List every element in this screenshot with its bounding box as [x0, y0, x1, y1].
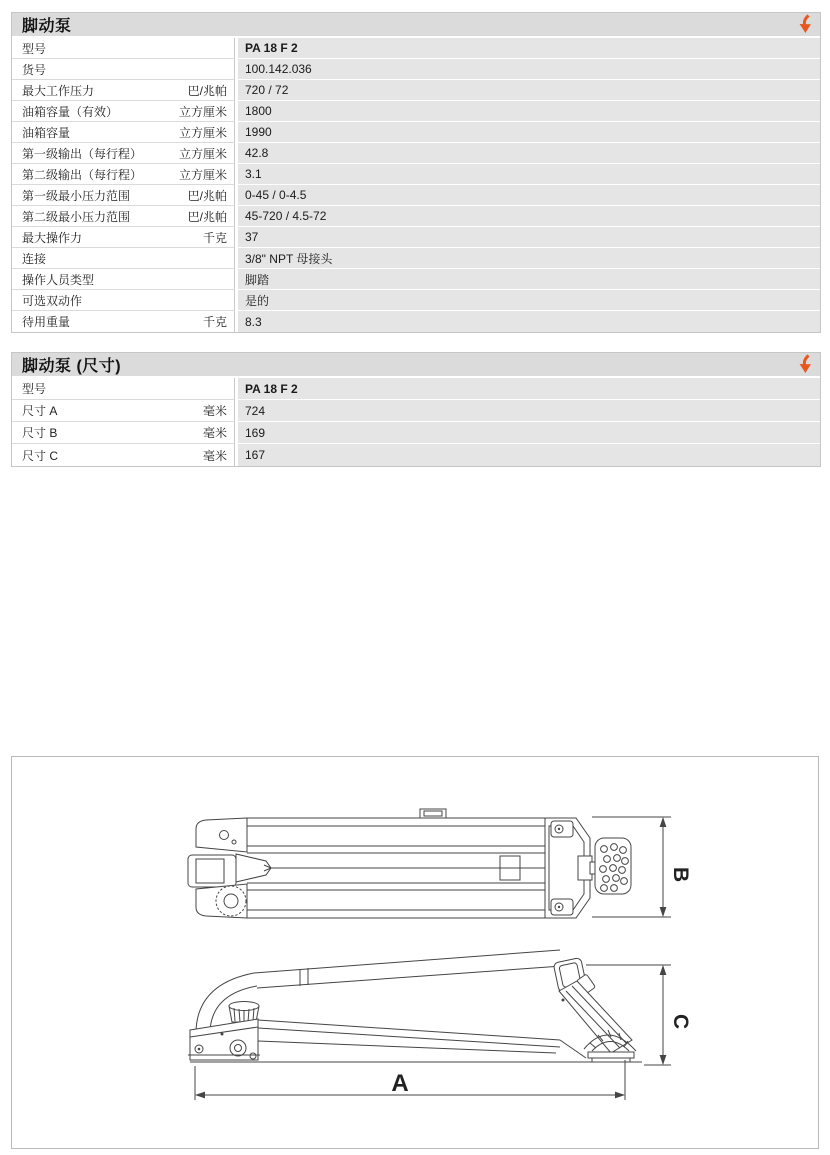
dim-label-c: C [669, 1014, 692, 1030]
row-value-cell: 1990 [238, 122, 820, 143]
orange-down-arrow-icon[interactable] [797, 14, 815, 35]
row-label: 尺寸 B [22, 426, 58, 440]
row-unit: 千克 [202, 315, 227, 329]
row-unit: 毫米 [202, 426, 227, 440]
row-label: 货号 [22, 62, 47, 77]
table-header [12, 13, 820, 36]
table-row [12, 227, 820, 248]
technical-drawing-panel [11, 756, 819, 1149]
row-value-cell: 3/8" NPT 母接头 [238, 248, 820, 269]
row-unit: 千克 [202, 230, 227, 245]
row-label-cell [12, 59, 235, 80]
row-unit: 立方厘米 [178, 146, 227, 161]
row-unit: 立方厘米 [178, 167, 227, 182]
row-unit: 巴/兆帕 [187, 188, 227, 203]
table-row [12, 164, 820, 185]
row-label-cell [12, 80, 235, 101]
table-title: 脚动泵 (尺寸) [22, 358, 122, 375]
dimensions-table [11, 352, 821, 467]
row-label: 油箱容量（有效） [22, 104, 119, 119]
row-value-cell: 是的 [238, 290, 820, 311]
row-label: 第一级最小压力范围 [22, 188, 131, 203]
row-value-cell: 169 [238, 422, 820, 444]
table-row [12, 422, 820, 444]
row-value-cell: 42.8 [238, 143, 820, 164]
table-row [12, 59, 820, 80]
table-header [12, 353, 820, 376]
row-label-cell [12, 38, 235, 59]
top-view [188, 809, 692, 918]
row-unit: 毫米 [202, 448, 227, 463]
row-label: 待用重量 [22, 315, 71, 329]
row-value-cell: 3.1 [238, 164, 820, 185]
side-view [188, 950, 692, 1100]
technical-drawing [12, 757, 818, 1148]
row-value-cell: 1800 [238, 101, 820, 122]
table-row [12, 143, 820, 164]
row-unit: 毫米 [202, 404, 227, 418]
table-row [12, 185, 820, 206]
dim-label-a: A [391, 1070, 409, 1097]
row-label: 第一级输出（每行程） [22, 146, 143, 161]
row-value-cell: 8.3 [238, 311, 820, 332]
table-row [12, 80, 820, 101]
table-body [12, 378, 820, 466]
row-label: 连接 [22, 251, 47, 266]
table-row [12, 248, 820, 269]
table-row [12, 38, 820, 59]
dim-label-b: B [669, 867, 692, 883]
row-label-cell [12, 227, 235, 248]
row-value-cell: 167 [238, 444, 820, 466]
row-label-cell [12, 122, 235, 143]
row-label: 操作人员类型 [22, 272, 95, 287]
row-label: 第二级最小压力范围 [22, 209, 131, 224]
row-label: 油箱容量 [22, 125, 71, 140]
table-row [12, 400, 820, 422]
row-value-cell: 脚踏 [238, 269, 820, 290]
dimension-A [195, 1060, 625, 1100]
row-label: 尺寸 A [22, 404, 58, 418]
row-label-cell [12, 101, 235, 122]
table-row [12, 206, 820, 227]
table-title: 脚动泵 [22, 18, 72, 35]
row-label-cell [12, 206, 235, 227]
row-unit: 立方厘米 [178, 125, 227, 140]
table-row [12, 269, 820, 290]
row-label: 可选双动作 [22, 293, 83, 308]
row-label-cell [12, 400, 235, 422]
orange-down-arrow-icon[interactable] [797, 354, 815, 375]
row-label: 最大操作力 [22, 230, 83, 245]
row-value-cell: 724 [238, 400, 820, 422]
row-unit: 巴/兆帕 [187, 209, 227, 224]
row-label-cell [12, 290, 235, 311]
row-value-cell: 100.142.036 [238, 59, 820, 80]
table-row [12, 311, 820, 332]
row-label-cell [12, 269, 235, 290]
row-value-cell: 37 [238, 227, 820, 248]
row-label-cell [12, 444, 235, 466]
row-label: 尺寸 C [22, 448, 59, 463]
row-label: 型号 [22, 382, 47, 396]
row-label-cell [12, 422, 235, 444]
row-label: 型号 [22, 41, 47, 56]
row-value-cell: 720 / 72 [238, 80, 820, 101]
row-value-cell: 45-720 / 4.5-72 [238, 206, 820, 227]
row-label: 第二级输出（每行程） [22, 167, 143, 182]
row-label-cell [12, 143, 235, 164]
row-label-cell [12, 311, 235, 332]
row-label-cell [12, 378, 235, 400]
row-label-cell [12, 248, 235, 269]
table-row [12, 122, 820, 143]
row-value-cell: PA 18 F 2 [238, 378, 820, 400]
row-unit: 立方厘米 [178, 104, 227, 119]
row-label-cell [12, 164, 235, 185]
table-row [12, 290, 820, 311]
row-label: 最大工作压力 [22, 83, 95, 98]
row-label-cell [12, 185, 235, 206]
table-body [12, 38, 820, 332]
row-unit: 巴/兆帕 [187, 83, 227, 98]
row-value-cell: PA 18 F 2 [238, 38, 820, 59]
spec-table [11, 12, 821, 333]
table-row [12, 378, 820, 400]
row-value-cell: 0-45 / 0-4.5 [238, 185, 820, 206]
table-row [12, 444, 820, 466]
table-row [12, 101, 820, 122]
